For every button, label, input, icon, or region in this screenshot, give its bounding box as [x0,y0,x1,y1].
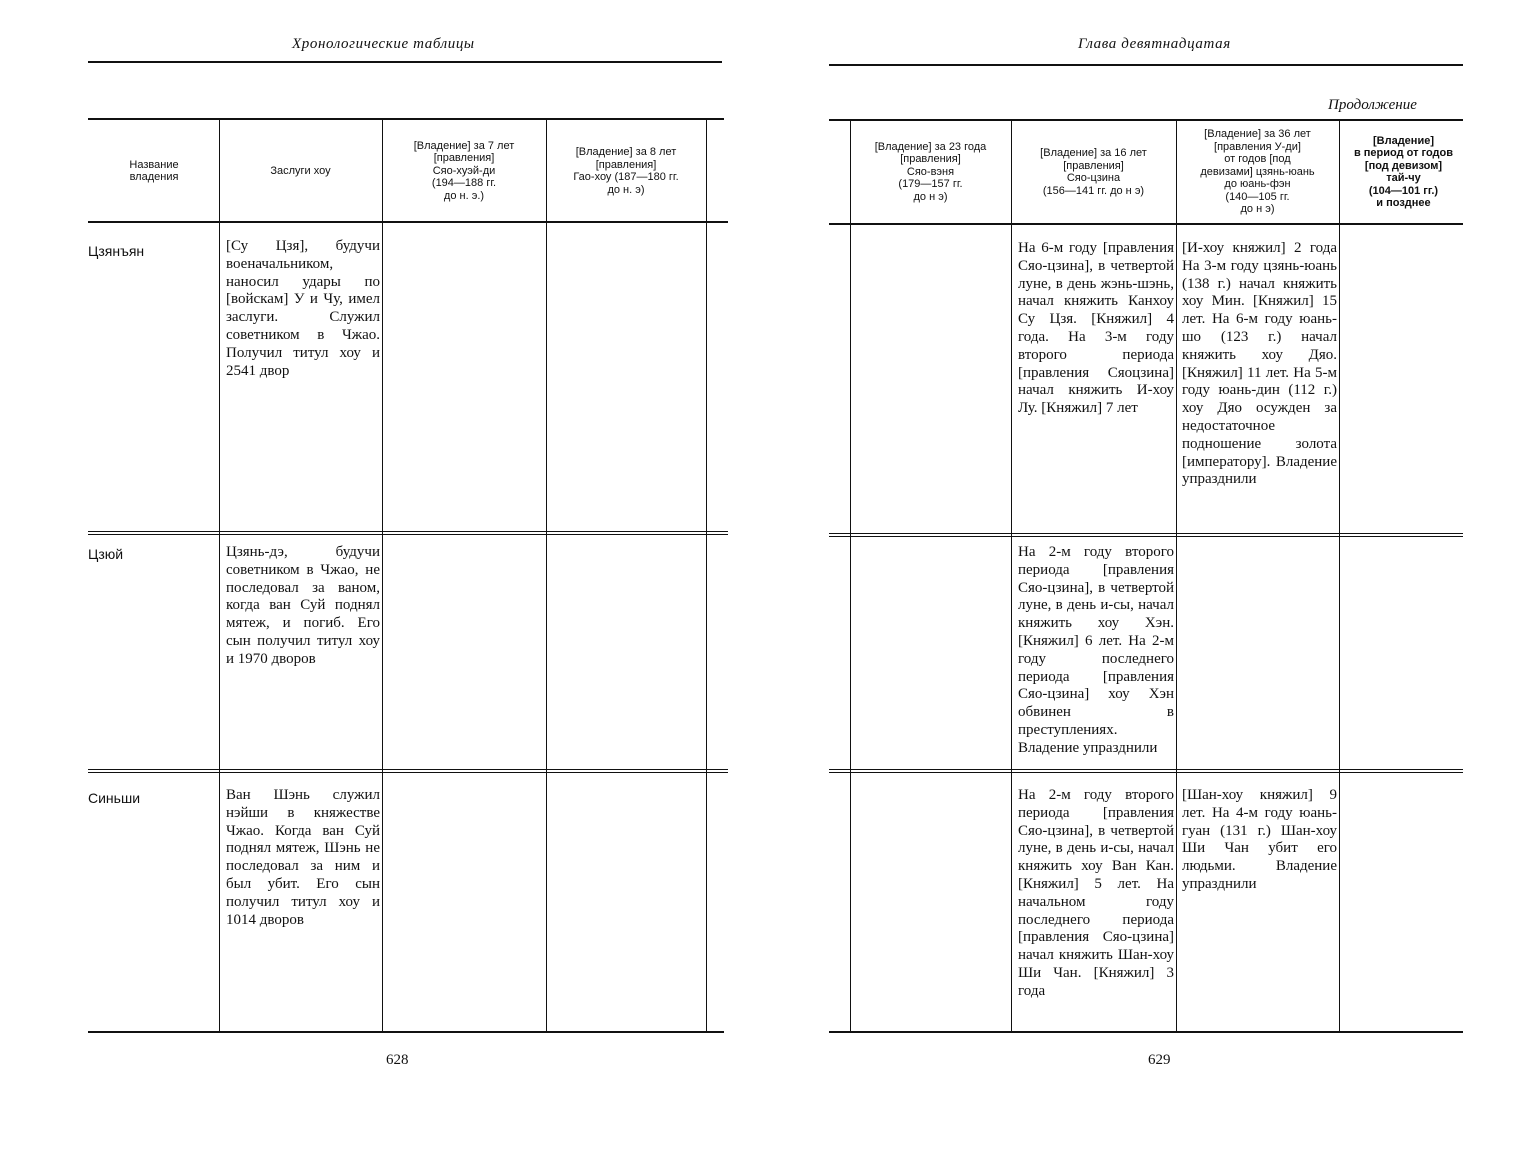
row-divider [88,534,728,535]
page-number: 628 [386,1052,409,1068]
row-divider [88,769,728,770]
continuation-label: Продолжение [1328,97,1417,113]
column-rule [850,121,851,1032]
header-bottom-rule [829,223,1463,225]
row-name: Синьши [88,790,141,806]
table-bottom-rule [829,1031,1463,1033]
row-cell-xiao-jing: На 2-м году второго периода [правления Сяо-цзина], в четвертой луне, в день и-сы, начал княжить хоу Ван Кан. [Княжил] 5 лет. На начальном году последнего периода [правления Сяо-цзина] начал княжить Шан-хоу Ши Чан. [Княжил] 3 года [1018,787,1174,999]
column-rule [1176,121,1177,1032]
row-divider [829,533,1463,534]
page-number: 629 [1148,1052,1171,1068]
column-rule [219,120,220,1032]
right-page [766,0,1532,1150]
column-rule [546,120,547,1032]
header-reign-xiao-wen: [Владение] за 23 года [правления] Сяо-вэня (179—157 гг. до н э) [874,140,987,203]
row-merits: Цзянь-дэ, будучи советником в Чжао, не последовал за ваном, когда ван Суй поднял мятеж, и погиб. Его сын получил титул хоу и 1970 дворов [226,544,380,667]
column-rule [706,120,707,1032]
header-reign-tai-chu: [Владение] в период от годов [под девизом] тай-чу (104—101 гг.) и позднее [1353,134,1454,209]
header-reign-wu-di: [Владение] за 36 лет [правления У-ди] от годов [под девизами] цзянь-юань до юань-фэн (140—105 гг. до н э) [1200,128,1315,216]
row-cell-wu-di: [Шан-хоу княжил] 9 лет. На 4-м году юань-гуан (131 г.) Шан-хоу Ши Чан убит его людьми. Владение упразднили [1182,787,1337,892]
header-bottom-rule [88,221,728,223]
head-rule [829,64,1463,66]
header-name: Название владения [129,158,179,183]
column-rule [1339,121,1340,1032]
row-merits: Ван Шэнь служил нэйши в княжестве Чжао. Когда ван Суй поднял мятеж, Шэнь не последовал за ним и был убит. Его сын получил титул хоу и 1014 дворов [226,787,380,928]
running-head: Глава девятнадцатая [1078,36,1231,52]
header-merits: Заслуги хоу [270,164,331,177]
row-merits: [Су Цзя], будучи военачальником, наносил удары по [войскам] У и Чу, имел заслуги. Служил советником в Чжао. Получил титул хоу и 2541 двор [226,238,380,379]
row-divider [829,772,1463,773]
header-reign-1: [Владение] за 7 лет [правления] Сяо-хуэй-ди (194—188 гг. до н. э.) [413,139,515,202]
header-reign-xiao-jing: [Владение] за 16 лет [правления] Сяо-цзина (156—141 гг. до н э) [1040,147,1147,197]
header-reign-2: [Владение] за 8 лет [правления] Гао-хоу (187—180 гг. до н. э) [573,146,679,196]
row-divider [829,536,1463,537]
table-bottom-rule [88,1031,724,1033]
row-cell-xiao-jing: На 2-м году второго периода [правления Сяо-цзина], в четвертой луне, в день и-сы, начал княжить хоу Хэн. [Княжил] 6 лет. На 2-м году последнего периода [правления Сяо-цзина] хоу Хэн обвинен в преступлениях. Владение упразднили [1018,544,1174,756]
row-name: Цзянъян [88,243,145,259]
row-cell-wu-di: [И-хоу княжил] 2 года На 3-м году цзянь-юань (138 г.) начал княжить хоу Мин. [Княжил] 15 лет. На 6-м году юань-шо (123 г.) начал княжить хоу Дяо. [Княжил] 11 лет. На 5-м году юань-дин (112 г.) хоу Дяо осужден за недостаточное подношение золота [императору]. Владение упразднили [1182,240,1337,488]
table-top-rule [829,119,1463,121]
running-head: Хронологические таблицы [292,36,475,52]
head-rule [88,61,722,63]
column-rule [382,120,383,1032]
column-rule [1011,121,1012,1032]
row-divider [829,769,1463,770]
row-name: Цзюй [88,546,124,562]
row-divider [88,531,728,532]
row-divider [88,772,728,773]
table-top-rule [88,118,724,120]
row-cell-xiao-jing: На 6-м году [правления Сяо-цзина], в четвертой луне, в день жэнь-шэнь, начал княжить Канхоу Су Цзя. [Княжил] 4 года. На 3-м году второго периода [правления Сяоцзина] начал княжить И-хоу Лу. [Княжил] 7 лет [1018,240,1174,417]
